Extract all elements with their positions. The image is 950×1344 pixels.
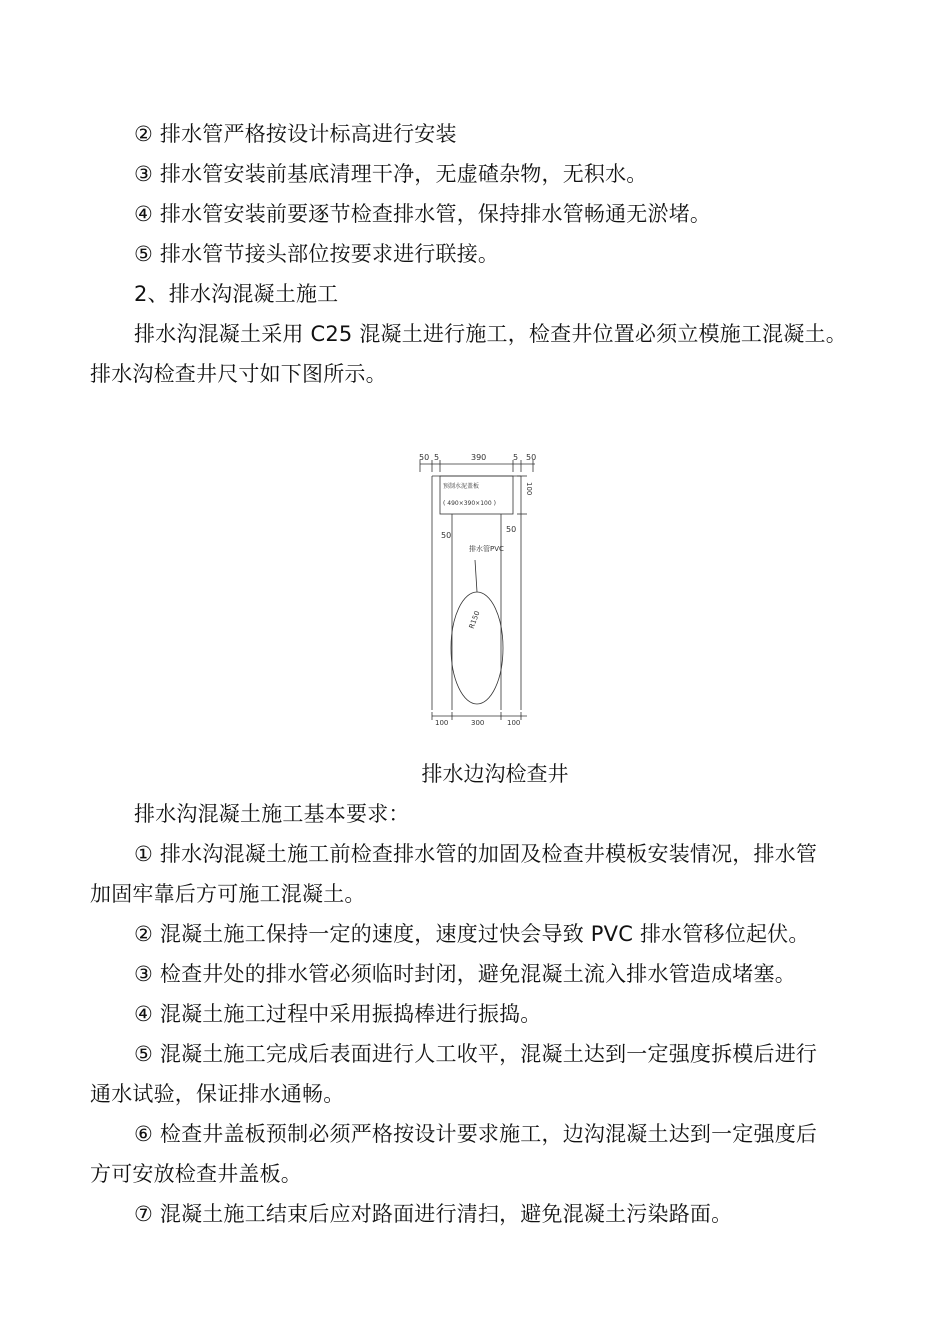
pipe-label: 排水管PVC [469, 545, 504, 553]
paragraph-line: ⑤ 混凝土施工完成后表面进行人工收平，混凝土达到一定强度拆模后进行 [134, 1042, 818, 1066]
paragraph-line: ⑦ 混凝土施工结束后应对路面进行清扫，避免混凝土污染路面。 [134, 1202, 733, 1226]
dim-label: 5 [513, 453, 519, 462]
cover-label: 预制水泥盖板 [443, 483, 480, 490]
dim-label: 100 [525, 482, 533, 496]
pipe-leader-line [475, 560, 477, 592]
paragraph-line: ④ 混凝土施工过程中采用振捣棒进行振捣。 [134, 1002, 542, 1026]
paragraph-line: 排水沟混凝土施工基本要求： [134, 802, 410, 826]
paragraph-line: 方可安放检查井盖板。 [90, 1162, 302, 1186]
paragraph-line: ② 混凝土施工保持一定的速度，速度过快会导致 PVC 排水管移位起伏。 [134, 922, 810, 946]
paragraph-line: ③ 排水管安装前基底清理干净，无虚碴杂物，无积水。 [134, 162, 648, 186]
dim-label: 390 [471, 453, 487, 462]
dim-label: 100 [435, 719, 449, 727]
dim-label: 5 [434, 453, 440, 462]
dim-label: 50 [526, 453, 537, 462]
paragraph-line: ④ 排水管安装前要逐节检查排水管，保持排水管畅通无淤堵。 [134, 202, 712, 226]
dim-label: 50 [506, 525, 517, 534]
radius-label: R150 [467, 609, 482, 630]
paragraph-line: ⑤ 排水管节接头部位按要求进行联接。 [134, 242, 500, 266]
paragraph-line: ① 排水沟混凝土施工前检查排水管的加固及检查井模板安装情况，排水管 [134, 842, 818, 866]
paragraph-line: 排水沟检查井尺寸如下图所示。 [90, 362, 387, 386]
dim-label: 50 [441, 531, 452, 540]
cover-slab [440, 476, 513, 514]
paragraph-line: 排水沟混凝土采用 C25 混凝土进行施工，检查井位置必须立模施工混凝土。 [134, 322, 847, 346]
inspection-well-drawing [405, 448, 555, 728]
paragraph-line: ③ 检查井处的排水管必须临时封闭，避免混凝土流入排水管造成堵塞。 [134, 962, 796, 986]
paragraph-line: ② 排水管严格按设计标高进行安装 [134, 122, 457, 146]
pvc-pipe-circle [451, 592, 503, 704]
paragraph-line: 通水试验，保证排水通畅。 [90, 1082, 345, 1106]
cover-size-label: ( 490×390×100 ) [443, 500, 496, 507]
dim-label: 50 [419, 453, 430, 462]
dim-label: 100 [507, 719, 521, 727]
dim-label: 300 [471, 719, 485, 727]
figure-caption: 排水边沟检查井 [421, 762, 569, 786]
inspection-well-svg [405, 448, 555, 728]
section-heading: 2、排水沟混凝土施工 [134, 282, 339, 306]
paragraph-line: 加固牢靠后方可施工混凝土。 [90, 882, 366, 906]
paragraph-line: ⑥ 检查井盖板预制必须严格按设计要求施工，边沟混凝土达到一定强度后 [134, 1122, 818, 1146]
